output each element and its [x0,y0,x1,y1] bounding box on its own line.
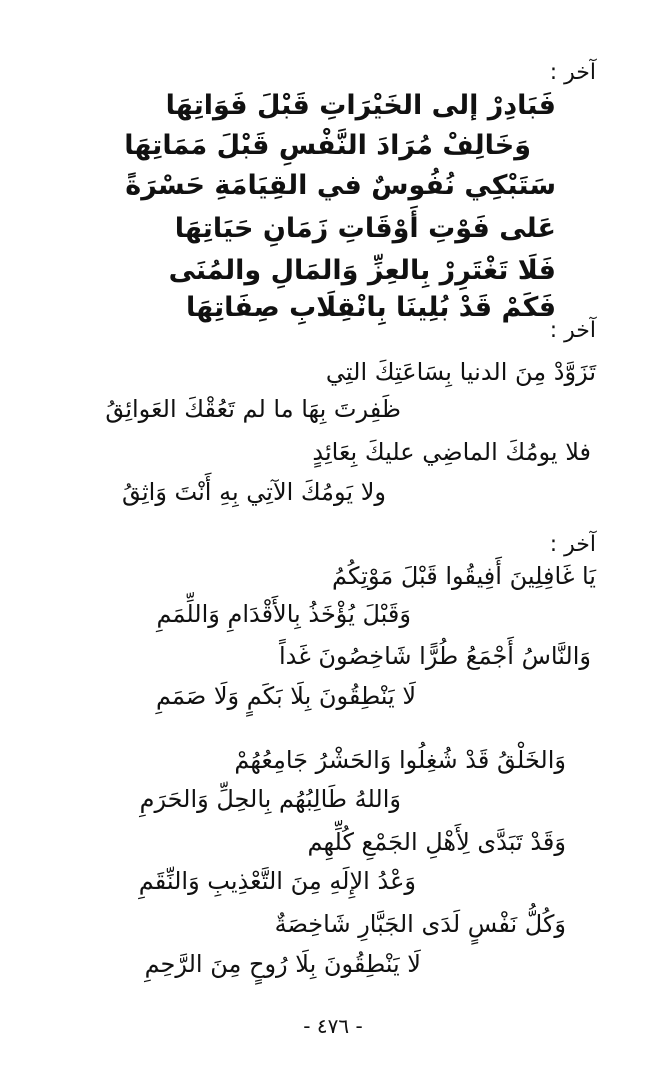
verse-line: وَقَبْلَ يُؤْخَذُ بِالأَقْدَامِ وَاللِّمَمِ [156,600,411,628]
verse-line: وَعْدُ الإِلَهِ مِنَ التَّعْذِيبِ وَالنِّقَمِ [138,867,416,895]
verse-line: سَتَبْكِي نُفُوسٌ في القِيَامَةِ حَسْرَةً [125,170,556,201]
verse-line: فَلَا تَغْتَرِرْ بِالعِزِّ وَالمَالِ والمُنَى [168,255,556,286]
verse-line: ظَفِرتَ بِهَا ما لم تَعُقْكَ العَوائِقُ [105,395,401,423]
verse-line: لَا يَنْطِقُونَ بِلَا رُوحٍ مِنَ الرَّحِمِ [144,950,421,978]
verse-line: فَكَمْ قَدْ بُلِينَا بِانْقِلَابِ صِفَاتِهَا [185,292,556,323]
verse-line: وَخَالِفْ مُرَادَ النَّفْسِ قَبْلَ مَمَاتِهَا [124,130,531,161]
verse-line: فلا يومُكَ الماضِي عليكَ بِعَائِدٍ [312,438,591,466]
verse-line: لَا يَنْطِقُونَ بِلَا بَكَمٍ وَلَا صَمَمِ [155,682,416,710]
verse-line: عَلى فَوْتِ أَوْقَاتِ زَمَانِ حَيَاتِهَا [174,213,556,244]
verse-line: يَا غَافِلِينَ أَفِيقُوا قَبْلَ مَوْتِكُمُ [332,562,596,590]
verse-line: وَكُلُّ نَفْسٍ لَدَى الجَبَّارِ شَاخِصَةٌ [274,910,566,938]
verse-line: تَزَوَّدْ مِنَ الدنيا بِسَاعَتِكَ التِي [325,358,596,386]
page-number: - ٤٧٦ - [303,1014,363,1038]
verse-line: وَالخَلْقُ قَدْ شُغِلُوا وَالحَشْرُ جَامِعُهُمْ [234,746,566,774]
verse-line: ولا يَومُكَ الآتِي بِهِ أَنْتَ وَاثِقُ [121,478,386,506]
verse-line: وَالنَّاسُ أَجْمَعُ طُرًّا شَاخِصُونَ غَداً [278,642,591,670]
verse-line: وَقَدْ تَبَدَّى لِأَهْلِ الجَمْعِ كُلِّهِم [307,828,566,856]
section-header: آخر : [549,318,596,343]
verse-line: فَبَادِرْ إلى الخَيْرَاتِ قَبْلَ فَوَاتِهَا [165,90,556,121]
verse-line: وَاللهُ طَالِبُهُم بِالحِلِّ وَالحَرَمِ [139,785,401,813]
section-header: آخر : [549,532,596,557]
section-header: آخر : [549,60,596,85]
